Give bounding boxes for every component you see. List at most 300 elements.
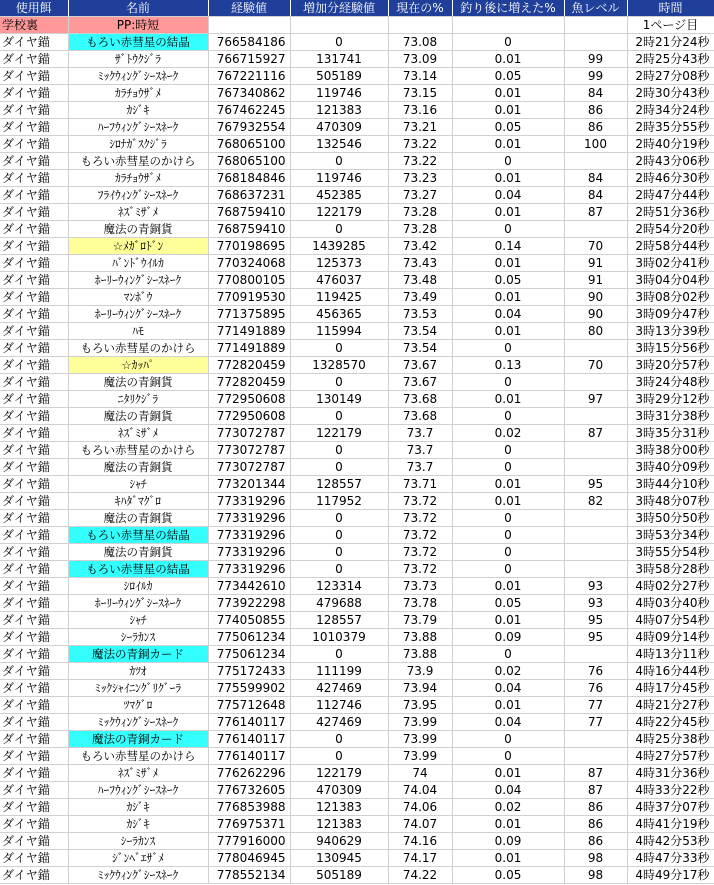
bait-cell[interactable]: ダイヤ錨 (0, 323, 68, 340)
name-cell[interactable]: ｶﾗﾁｮｳｻﾞﾒ (68, 85, 208, 102)
header-current-percent[interactable]: 現在の% (388, 0, 452, 17)
fish-level-cell[interactable] (564, 646, 627, 663)
exp-gain-cell[interactable]: 0 (290, 340, 388, 357)
time-cell[interactable]: 3時29分12秒 (627, 391, 714, 408)
current-percent-cell[interactable]: 73.9 (388, 663, 452, 680)
exp-gain-cell[interactable]: 940629 (290, 833, 388, 850)
time-cell[interactable]: 2時27分08秒 (627, 68, 714, 85)
percent-gain-cell[interactable]: 0.01 (452, 136, 564, 153)
exp-gain-cell[interactable]: 476037 (290, 272, 388, 289)
time-cell[interactable]: 4時16分44秒 (627, 663, 714, 680)
name-cell[interactable]: ☆ﾒｶﾞﾛﾄﾞﾝ (68, 238, 208, 255)
fish-level-cell[interactable]: 84 (564, 170, 627, 187)
exp-cell[interactable]: 767340862 (208, 85, 290, 102)
name-cell[interactable]: 魔法の青銅貨 (68, 544, 208, 561)
name-cell[interactable]: ｶｼﾞｷ (68, 799, 208, 816)
exp-gain-cell[interactable]: 0 (290, 459, 388, 476)
current-percent-cell[interactable]: 74.06 (388, 799, 452, 816)
current-percent-cell[interactable]: 74.07 (388, 816, 452, 833)
current-percent-cell[interactable]: 73.7 (388, 425, 452, 442)
time-cell[interactable]: 4時22分45秒 (627, 714, 714, 731)
page-cell[interactable]: 1ページ目 (627, 17, 714, 34)
exp-cell[interactable]: 773442610 (208, 578, 290, 595)
exp-gain-cell[interactable]: 1010379 (290, 629, 388, 646)
percent-gain-cell[interactable]: 0.02 (452, 799, 564, 816)
exp-cell[interactable]: 773072787 (208, 442, 290, 459)
name-cell[interactable]: ｼﾛｲﾙｶ (68, 578, 208, 595)
current-percent-cell[interactable]: 74 (388, 765, 452, 782)
current-percent-cell[interactable]: 73.88 (388, 629, 452, 646)
fish-level-cell[interactable]: 86 (564, 102, 627, 119)
current-percent-cell[interactable]: 73.08 (388, 34, 452, 51)
name-cell[interactable]: ｷﾊﾀﾞﾏｸﾞﾛ (68, 493, 208, 510)
fish-level-cell[interactable]: 70 (564, 357, 627, 374)
time-cell[interactable]: 2時35分55秒 (627, 119, 714, 136)
percent-gain-cell[interactable]: 0 (452, 340, 564, 357)
name-cell[interactable]: もろい赤彗星のかけら (68, 340, 208, 357)
name-cell[interactable]: ｶﾗﾁｮｳｻﾞﾒ (68, 170, 208, 187)
percent-gain-cell[interactable]: 0.02 (452, 663, 564, 680)
name-cell[interactable]: 魔法の青銅カード (68, 731, 208, 748)
percent-gain-cell[interactable]: 0.04 (452, 782, 564, 799)
current-percent-cell[interactable]: 73.7 (388, 442, 452, 459)
percent-gain-cell[interactable]: 0.01 (452, 493, 564, 510)
name-cell[interactable]: もろい赤彗星の結晶 (68, 527, 208, 544)
exp-gain-cell[interactable]: 119425 (290, 289, 388, 306)
percent-gain-cell[interactable]: 0.05 (452, 272, 564, 289)
time-cell[interactable]: 2時46分30秒 (627, 170, 714, 187)
time-cell[interactable]: 3時02分41秒 (627, 255, 714, 272)
exp-cell[interactable]: 767221116 (208, 68, 290, 85)
name-cell[interactable]: ﾐｯｸｳｨﾝｸﾞｼｰｽﾈｰｸ (68, 714, 208, 731)
name-cell[interactable]: 魔法の青銅貨 (68, 510, 208, 527)
fish-level-cell[interactable]: 87 (564, 765, 627, 782)
exp-cell[interactable]: 773319296 (208, 527, 290, 544)
bait-cell[interactable]: ダイヤ錨 (0, 170, 68, 187)
fish-level-cell[interactable] (564, 459, 627, 476)
current-percent-cell[interactable]: 73.88 (388, 646, 452, 663)
current-percent-cell[interactable]: 73.15 (388, 85, 452, 102)
bait-cell[interactable]: ダイヤ錨 (0, 765, 68, 782)
time-cell[interactable]: 4時09分14秒 (627, 629, 714, 646)
percent-gain-cell[interactable]: 0 (452, 510, 564, 527)
empty-cell[interactable] (208, 17, 290, 34)
name-cell[interactable]: もろい赤彗星の結晶 (68, 34, 208, 51)
current-percent-cell[interactable]: 73.09 (388, 51, 452, 68)
time-cell[interactable]: 3時13分39秒 (627, 323, 714, 340)
name-cell[interactable]: ｶｼﾞｷ (68, 102, 208, 119)
exp-cell[interactable]: 776975371 (208, 816, 290, 833)
current-percent-cell[interactable]: 73.7 (388, 459, 452, 476)
bait-cell[interactable]: ダイヤ錨 (0, 646, 68, 663)
time-cell[interactable]: 2時30分43秒 (627, 85, 714, 102)
bait-cell[interactable]: ダイヤ錨 (0, 136, 68, 153)
time-cell[interactable]: 2時58分44秒 (627, 238, 714, 255)
exp-cell[interactable]: 766715927 (208, 51, 290, 68)
fish-level-cell[interactable]: 100 (564, 136, 627, 153)
exp-cell[interactable]: 772820459 (208, 374, 290, 391)
exp-gain-cell[interactable]: 427469 (290, 714, 388, 731)
exp-gain-cell[interactable]: 1328570 (290, 357, 388, 374)
exp-cell[interactable]: 766584186 (208, 34, 290, 51)
bait-cell[interactable]: ダイヤ錨 (0, 850, 68, 867)
exp-cell[interactable]: 767462245 (208, 102, 290, 119)
fish-level-cell[interactable] (564, 408, 627, 425)
header-exp-gain[interactable]: 増加分経験値 (290, 0, 388, 17)
percent-gain-cell[interactable]: 0 (452, 153, 564, 170)
exp-gain-cell[interactable]: 130149 (290, 391, 388, 408)
fish-level-cell[interactable]: 77 (564, 714, 627, 731)
exp-cell[interactable]: 773201344 (208, 476, 290, 493)
exp-gain-cell[interactable]: 0 (290, 731, 388, 748)
exp-cell[interactable]: 776732605 (208, 782, 290, 799)
exp-cell[interactable]: 767932554 (208, 119, 290, 136)
name-cell[interactable]: もろい赤彗星の結晶 (68, 561, 208, 578)
fish-level-cell[interactable]: 77 (564, 697, 627, 714)
bait-cell[interactable]: ダイヤ錨 (0, 833, 68, 850)
exp-gain-cell[interactable]: 470309 (290, 782, 388, 799)
current-percent-cell[interactable]: 73.72 (388, 561, 452, 578)
fish-level-cell[interactable]: 91 (564, 255, 627, 272)
current-percent-cell[interactable]: 74.17 (388, 850, 452, 867)
bait-cell[interactable]: ダイヤ錨 (0, 680, 68, 697)
current-percent-cell[interactable]: 73.23 (388, 170, 452, 187)
exp-cell[interactable]: 773319296 (208, 561, 290, 578)
percent-gain-cell[interactable]: 0 (452, 646, 564, 663)
current-percent-cell[interactable]: 73.22 (388, 153, 452, 170)
fish-level-cell[interactable]: 99 (564, 68, 627, 85)
time-cell[interactable]: 3時04分04秒 (627, 272, 714, 289)
time-cell[interactable]: 2時40分19秒 (627, 136, 714, 153)
exp-gain-cell[interactable]: 0 (290, 408, 388, 425)
exp-cell[interactable]: 768065100 (208, 153, 290, 170)
fish-level-cell[interactable]: 80 (564, 323, 627, 340)
current-percent-cell[interactable]: 74.16 (388, 833, 452, 850)
fish-level-cell[interactable]: 98 (564, 850, 627, 867)
current-percent-cell[interactable]: 73.28 (388, 221, 452, 238)
current-percent-cell[interactable]: 73.14 (388, 68, 452, 85)
exp-cell[interactable]: 775061234 (208, 646, 290, 663)
current-percent-cell[interactable]: 73.49 (388, 289, 452, 306)
exp-cell[interactable]: 772820459 (208, 357, 290, 374)
current-percent-cell[interactable]: 73.21 (388, 119, 452, 136)
header-fish-level[interactable]: 魚レベル (564, 0, 627, 17)
percent-gain-cell[interactable]: 0.01 (452, 170, 564, 187)
exp-gain-cell[interactable]: 0 (290, 221, 388, 238)
exp-cell[interactable]: 771491889 (208, 323, 290, 340)
percent-gain-cell[interactable]: 0.01 (452, 51, 564, 68)
exp-cell[interactable]: 770198695 (208, 238, 290, 255)
bait-cell[interactable]: ダイヤ錨 (0, 544, 68, 561)
current-percent-cell[interactable]: 73.27 (388, 187, 452, 204)
exp-cell[interactable]: 772950608 (208, 391, 290, 408)
exp-gain-cell[interactable]: 0 (290, 561, 388, 578)
time-cell[interactable]: 2時47分44秒 (627, 187, 714, 204)
current-percent-cell[interactable]: 74.22 (388, 867, 452, 884)
fish-level-cell[interactable]: 93 (564, 578, 627, 595)
percent-gain-cell[interactable]: 0 (452, 221, 564, 238)
exp-gain-cell[interactable]: 111199 (290, 663, 388, 680)
bait-cell[interactable]: ダイヤ錨 (0, 578, 68, 595)
current-percent-cell[interactable]: 73.53 (388, 306, 452, 323)
name-cell[interactable]: ｼｬﾁ (68, 476, 208, 493)
time-cell[interactable]: 2時25分43秒 (627, 51, 714, 68)
percent-gain-cell[interactable]: 0.01 (452, 289, 564, 306)
name-cell[interactable]: ｶﾂｵ (68, 663, 208, 680)
fish-level-cell[interactable]: 82 (564, 493, 627, 510)
time-cell[interactable]: 4時42分53秒 (627, 833, 714, 850)
name-cell[interactable]: ﾆﾀﾘｸｼﾞﾗ (68, 391, 208, 408)
exp-gain-cell[interactable]: 128557 (290, 476, 388, 493)
header-percent-gain[interactable]: 釣り後に増えた% (452, 0, 564, 17)
header-exp[interactable]: 経験値 (208, 0, 290, 17)
fish-level-cell[interactable]: 95 (564, 629, 627, 646)
time-cell[interactable]: 4時41分19秒 (627, 816, 714, 833)
bait-cell[interactable]: ダイヤ錨 (0, 510, 68, 527)
time-cell[interactable]: 2時43分06秒 (627, 153, 714, 170)
exp-gain-cell[interactable]: 456365 (290, 306, 388, 323)
time-cell[interactable]: 3時08分02秒 (627, 289, 714, 306)
bait-cell[interactable]: ダイヤ錨 (0, 629, 68, 646)
time-cell[interactable]: 3時20分57秒 (627, 357, 714, 374)
time-cell[interactable]: 2時51分36秒 (627, 204, 714, 221)
exp-gain-cell[interactable]: 121383 (290, 799, 388, 816)
current-percent-cell[interactable]: 73.67 (388, 374, 452, 391)
exp-cell[interactable]: 776262296 (208, 765, 290, 782)
time-cell[interactable]: 3時35分31秒 (627, 425, 714, 442)
fish-level-cell[interactable]: 84 (564, 187, 627, 204)
name-cell[interactable]: ｼﾛﾅｶﾞｽｸｼﾞﾗ (68, 136, 208, 153)
header-name[interactable]: 名前 (68, 0, 208, 17)
time-cell[interactable]: 4時33分22秒 (627, 782, 714, 799)
exp-gain-cell[interactable]: 505189 (290, 867, 388, 884)
time-cell[interactable]: 3時48分07秒 (627, 493, 714, 510)
time-cell[interactable]: 4時17分45秒 (627, 680, 714, 697)
bait-cell[interactable]: ダイヤ錨 (0, 153, 68, 170)
header-bait[interactable]: 使用餌 (0, 0, 68, 17)
bait-cell[interactable]: ダイヤ錨 (0, 272, 68, 289)
current-percent-cell[interactable]: 73.72 (388, 544, 452, 561)
exp-gain-cell[interactable]: 130945 (290, 850, 388, 867)
name-cell[interactable]: 魔法の青銅貨 (68, 221, 208, 238)
percent-gain-cell[interactable]: 0.13 (452, 357, 564, 374)
exp-cell[interactable]: 776140117 (208, 714, 290, 731)
bait-cell[interactable]: ダイヤ錨 (0, 595, 68, 612)
bait-cell[interactable]: ダイヤ錨 (0, 85, 68, 102)
percent-gain-cell[interactable]: 0 (452, 374, 564, 391)
bait-cell[interactable]: ダイヤ錨 (0, 306, 68, 323)
time-cell[interactable]: 3時53分34秒 (627, 527, 714, 544)
name-cell[interactable]: ﾊﾞﾝﾄﾞｳｲﾙｶ (68, 255, 208, 272)
fish-level-cell[interactable]: 86 (564, 833, 627, 850)
percent-gain-cell[interactable]: 0 (452, 731, 564, 748)
exp-gain-cell[interactable]: 119746 (290, 170, 388, 187)
exp-gain-cell[interactable]: 427469 (290, 680, 388, 697)
fish-level-cell[interactable]: 99 (564, 51, 627, 68)
fish-level-cell[interactable] (564, 527, 627, 544)
fish-level-cell[interactable]: 97 (564, 391, 627, 408)
empty-cell[interactable] (564, 17, 627, 34)
exp-cell[interactable]: 773319296 (208, 493, 290, 510)
bait-cell[interactable]: ダイヤ錨 (0, 204, 68, 221)
fish-level-cell[interactable]: 87 (564, 204, 627, 221)
header-time[interactable]: 時間 (627, 0, 714, 17)
empty-cell[interactable] (290, 17, 388, 34)
exp-cell[interactable]: 774050855 (208, 612, 290, 629)
bait-cell[interactable]: ダイヤ錨 (0, 493, 68, 510)
current-percent-cell[interactable]: 73.99 (388, 748, 452, 765)
exp-gain-cell[interactable]: 452385 (290, 187, 388, 204)
name-cell[interactable]: ｻﾞﾄｳｸｼﾞﾗ (68, 51, 208, 68)
exp-cell[interactable]: 773319296 (208, 510, 290, 527)
exp-gain-cell[interactable]: 0 (290, 374, 388, 391)
exp-cell[interactable]: 778046945 (208, 850, 290, 867)
bait-cell[interactable]: ダイヤ錨 (0, 527, 68, 544)
fish-level-cell[interactable]: 91 (564, 272, 627, 289)
percent-gain-cell[interactable]: 0.04 (452, 187, 564, 204)
percent-gain-cell[interactable]: 0 (452, 408, 564, 425)
current-percent-cell[interactable]: 73.95 (388, 697, 452, 714)
percent-gain-cell[interactable]: 0.01 (452, 204, 564, 221)
name-cell[interactable]: ﾏﾝﾎﾞｳ (68, 289, 208, 306)
current-percent-cell[interactable]: 73.99 (388, 714, 452, 731)
current-percent-cell[interactable]: 73.68 (388, 408, 452, 425)
bait-cell[interactable]: ダイヤ錨 (0, 697, 68, 714)
fish-level-cell[interactable]: 76 (564, 680, 627, 697)
exp-gain-cell[interactable]: 119746 (290, 85, 388, 102)
current-percent-cell[interactable]: 73.78 (388, 595, 452, 612)
percent-gain-cell[interactable]: 0 (452, 459, 564, 476)
name-cell[interactable]: ﾎｰﾘｰｳｨﾝｸﾞｼｰｽﾈｰｸ (68, 272, 208, 289)
bait-cell[interactable]: ダイヤ錨 (0, 340, 68, 357)
fish-level-cell[interactable]: 87 (564, 425, 627, 442)
bait-cell[interactable]: ダイヤ錨 (0, 476, 68, 493)
fish-level-cell[interactable] (564, 748, 627, 765)
current-percent-cell[interactable]: 73.54 (388, 340, 452, 357)
exp-cell[interactable]: 770800105 (208, 272, 290, 289)
exp-cell[interactable]: 770324068 (208, 255, 290, 272)
percent-gain-cell[interactable]: 0.01 (452, 476, 564, 493)
exp-gain-cell[interactable]: 122179 (290, 425, 388, 442)
exp-gain-cell[interactable]: 122179 (290, 765, 388, 782)
name-cell[interactable]: ﾈｽﾞﾐｻﾞﾒ (68, 204, 208, 221)
bait-cell[interactable]: ダイヤ錨 (0, 425, 68, 442)
bait-cell[interactable]: ダイヤ錨 (0, 34, 68, 51)
exp-gain-cell[interactable]: 123314 (290, 578, 388, 595)
current-percent-cell[interactable]: 73.22 (388, 136, 452, 153)
exp-gain-cell[interactable]: 0 (290, 544, 388, 561)
bait-cell[interactable]: ダイヤ錨 (0, 867, 68, 884)
exp-cell[interactable]: 777916000 (208, 833, 290, 850)
bait-cell[interactable]: ダイヤ錨 (0, 442, 68, 459)
time-cell[interactable]: 2時34分24秒 (627, 102, 714, 119)
name-cell[interactable]: ｶｼﾞｷ (68, 816, 208, 833)
percent-gain-cell[interactable]: 0 (452, 442, 564, 459)
current-percent-cell[interactable]: 73.68 (388, 391, 452, 408)
time-cell[interactable]: 3時58分28秒 (627, 561, 714, 578)
fish-level-cell[interactable]: 76 (564, 663, 627, 680)
current-percent-cell[interactable]: 73.54 (388, 323, 452, 340)
bait-cell[interactable]: ダイヤ錨 (0, 459, 68, 476)
exp-gain-cell[interactable]: 0 (290, 646, 388, 663)
time-cell[interactable]: 4時27分57秒 (627, 748, 714, 765)
bait-cell[interactable]: ダイヤ錨 (0, 714, 68, 731)
exp-gain-cell[interactable]: 125373 (290, 255, 388, 272)
time-cell[interactable]: 3時24分48秒 (627, 374, 714, 391)
name-cell[interactable]: もろい赤彗星のかけら (68, 442, 208, 459)
name-cell[interactable]: ｼﾞﾝﾍﾞｴｻﾞﾒ (68, 850, 208, 867)
fish-level-cell[interactable]: 90 (564, 289, 627, 306)
fish-level-cell[interactable]: 84 (564, 85, 627, 102)
percent-gain-cell[interactable]: 0.05 (452, 595, 564, 612)
exp-cell[interactable]: 768637231 (208, 187, 290, 204)
name-cell[interactable]: 魔法の青銅貨 (68, 459, 208, 476)
time-cell[interactable]: 4時25分38秒 (627, 731, 714, 748)
exp-gain-cell[interactable]: 132546 (290, 136, 388, 153)
current-percent-cell[interactable]: 73.73 (388, 578, 452, 595)
current-percent-cell[interactable]: 73.16 (388, 102, 452, 119)
fish-level-cell[interactable]: 90 (564, 306, 627, 323)
percent-gain-cell[interactable]: 0 (452, 544, 564, 561)
name-cell[interactable]: ﾊｰﾌｳｨﾝｸﾞｼｰｽﾈｰｸ (68, 119, 208, 136)
exp-gain-cell[interactable]: 0 (290, 748, 388, 765)
exp-cell[interactable]: 770919530 (208, 289, 290, 306)
current-percent-cell[interactable]: 73.43 (388, 255, 452, 272)
current-percent-cell[interactable]: 73.28 (388, 204, 452, 221)
name-cell[interactable]: ﾈｽﾞﾐｻﾞﾒ (68, 425, 208, 442)
exp-cell[interactable]: 771491889 (208, 340, 290, 357)
time-cell[interactable]: 4時03分40秒 (627, 595, 714, 612)
time-cell[interactable]: 3時50分50秒 (627, 510, 714, 527)
bait-cell[interactable]: ダイヤ錨 (0, 731, 68, 748)
time-cell[interactable]: 4時02分27秒 (627, 578, 714, 595)
time-cell[interactable]: 4時49分17秒 (627, 867, 714, 884)
time-cell[interactable]: 3時38分00秒 (627, 442, 714, 459)
location-cell[interactable]: 学校裏 (0, 17, 68, 34)
percent-gain-cell[interactable]: 0.05 (452, 68, 564, 85)
percent-gain-cell[interactable]: 0.01 (452, 255, 564, 272)
exp-cell[interactable]: 775599902 (208, 680, 290, 697)
exp-gain-cell[interactable]: 131741 (290, 51, 388, 68)
percent-gain-cell[interactable]: 0.14 (452, 238, 564, 255)
time-cell[interactable]: 3時15分56秒 (627, 340, 714, 357)
fish-level-cell[interactable]: 86 (564, 799, 627, 816)
name-cell[interactable]: 魔法の青銅貨 (68, 374, 208, 391)
time-cell[interactable]: 2時21分24秒 (627, 34, 714, 51)
time-cell[interactable]: 4時13分11秒 (627, 646, 714, 663)
exp-gain-cell[interactable]: 0 (290, 442, 388, 459)
name-cell[interactable]: ﾈｽﾞﾐｻﾞﾒ (68, 765, 208, 782)
fish-level-cell[interactable] (564, 340, 627, 357)
exp-cell[interactable]: 768759410 (208, 204, 290, 221)
current-percent-cell[interactable]: 74.04 (388, 782, 452, 799)
current-percent-cell[interactable]: 73.99 (388, 731, 452, 748)
fish-level-cell[interactable]: 95 (564, 476, 627, 493)
bait-cell[interactable]: ダイヤ錨 (0, 289, 68, 306)
exp-cell[interactable]: 775712648 (208, 697, 290, 714)
time-cell[interactable]: 3時09分47秒 (627, 306, 714, 323)
exp-gain-cell[interactable]: 121383 (290, 816, 388, 833)
fish-level-cell[interactable] (564, 374, 627, 391)
percent-gain-cell[interactable]: 0.04 (452, 306, 564, 323)
current-percent-cell[interactable]: 73.72 (388, 527, 452, 544)
fish-level-cell[interactable]: 95 (564, 612, 627, 629)
exp-cell[interactable]: 768184846 (208, 170, 290, 187)
exp-cell[interactable]: 778552134 (208, 867, 290, 884)
bait-cell[interactable]: ダイヤ錨 (0, 748, 68, 765)
fish-level-cell[interactable]: 87 (564, 782, 627, 799)
name-cell[interactable]: ﾐｯｸｳｨﾝｸﾞｼｰｽﾈｰｸ (68, 68, 208, 85)
